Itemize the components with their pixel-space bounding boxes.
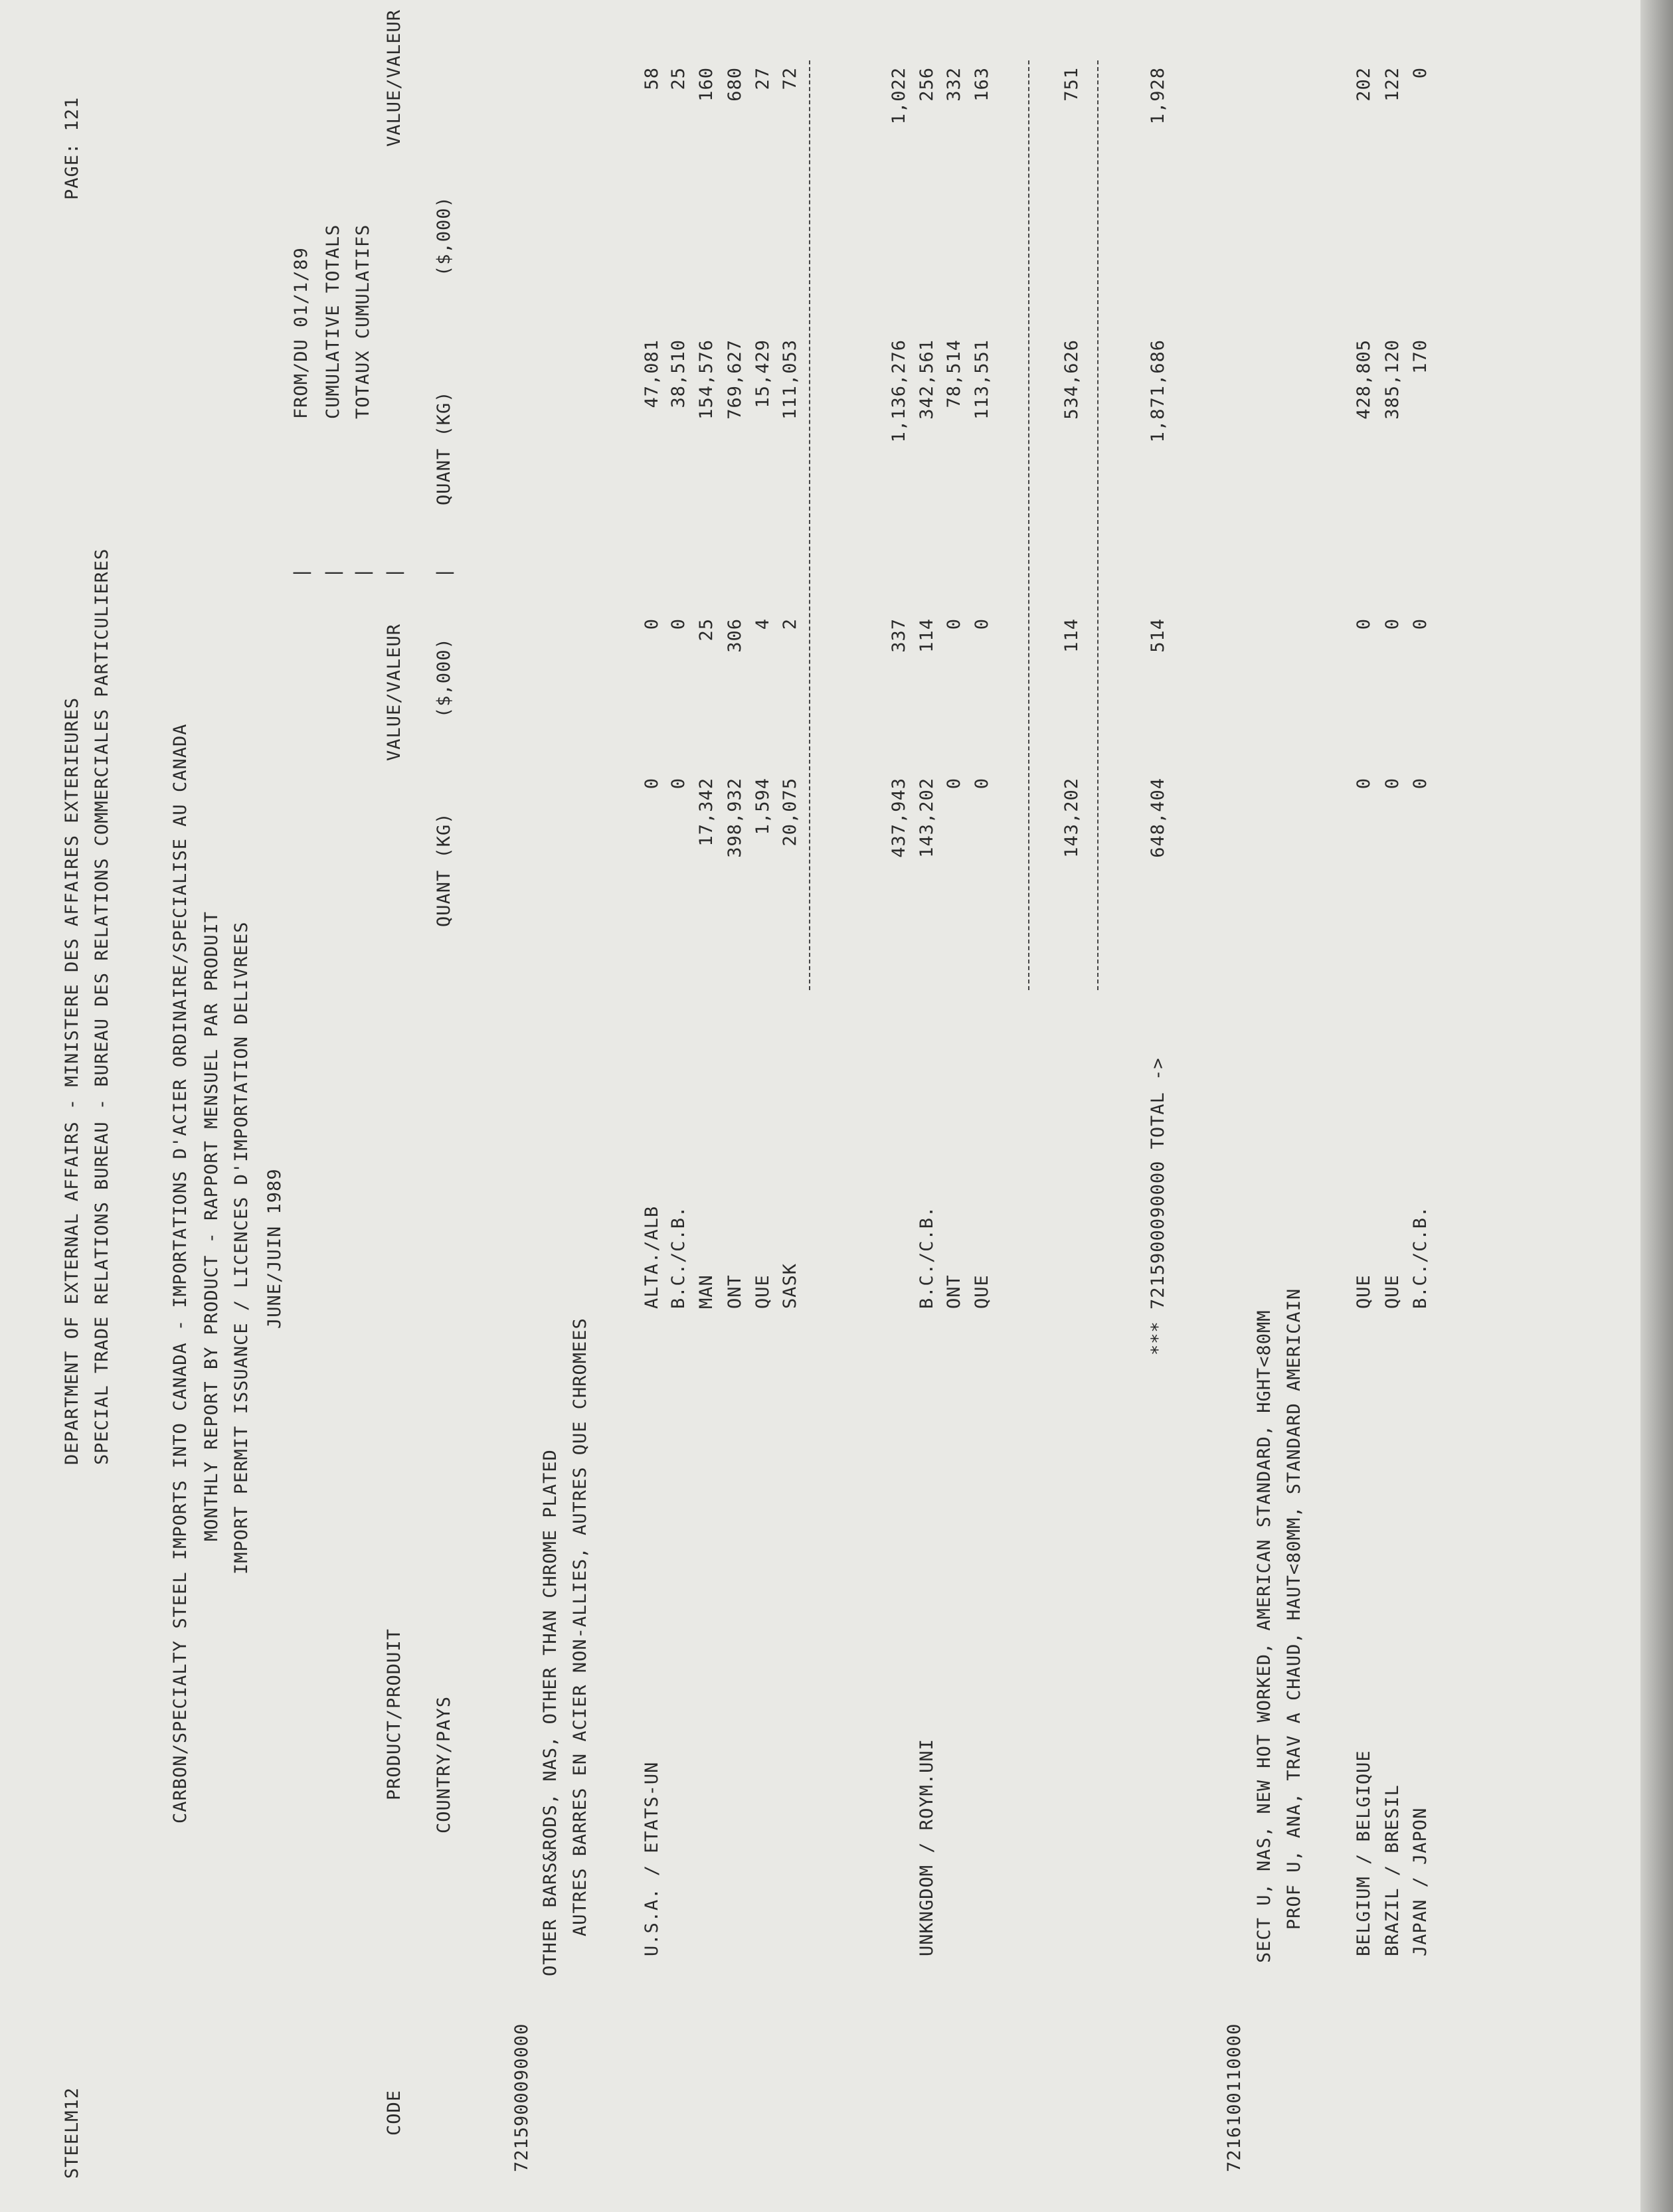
value-header: VALUE/VALEUR xyxy=(384,623,404,761)
department-line-2: SPECIAL TRADE RELATIONS BUREAU - BUREAU DES RELATIONS COMMERCIALES PARTICULIERES xyxy=(92,548,112,1465)
subtotal-cum-quant: 534,626 xyxy=(1061,339,1082,420)
value-cell: 0 xyxy=(642,618,662,630)
quant-cell: 143,202 xyxy=(917,778,937,858)
province-cell: QUE xyxy=(972,1274,992,1309)
from-date: FROM/DU 01/1/89 xyxy=(291,247,311,419)
report-title-line-1: CARBON/SPECIALTY STEEL IMPORTS INTO CANADA - IMPORTATIONS D'ACIER ORDINAIRE/SPECIALISE AU CANADA xyxy=(170,723,191,1824)
cum-quant-cell: 769,627 xyxy=(725,339,745,420)
value-cell: 2 xyxy=(780,618,800,630)
quant-cell: 0 xyxy=(944,778,964,790)
quant-cell: 1,594 xyxy=(752,778,773,835)
quant-cell: 20,075 xyxy=(780,778,800,847)
cum-value-cell: 256 xyxy=(917,67,937,102)
cum-quant-cell: 428,805 xyxy=(1354,339,1374,420)
cum-value-cell: 72 xyxy=(780,67,800,90)
country-brazil: BRAZIL / BRESIL xyxy=(1382,1784,1403,1956)
cum-value-cell: 680 xyxy=(725,67,745,102)
value-cell: 0 xyxy=(944,618,964,630)
province-cell: QUE xyxy=(1354,1274,1374,1309)
subtotal-cum-value: 1,022 xyxy=(889,67,909,125)
cum-quant-cell: 38,510 xyxy=(668,339,689,408)
subtotal-cum-value: 751 xyxy=(1061,67,1082,102)
quant-cell: 398,932 xyxy=(725,778,745,858)
value-cell: 4 xyxy=(752,618,773,630)
section-1-desc-fr: AUTRES BARRES EN ACIER NON-ALLIES, AUTRES QUE CHROMEES xyxy=(570,1318,590,1936)
cumulative-totals: CUMULATIVE TOTALS xyxy=(323,224,343,419)
header-bar-2: | xyxy=(323,566,343,578)
report-title-line-3: IMPORT PERMIT ISSUANCE / LICENCES D'IMPORTATION DELIVREES xyxy=(231,921,252,1574)
value-cell: 0 xyxy=(972,618,992,630)
value-cell: 0 xyxy=(1382,618,1403,630)
cum-quant-cell: 385,120 xyxy=(1382,339,1403,420)
total-quant: 648,404 xyxy=(1148,778,1168,858)
quant-header: QUANT (KG) xyxy=(434,812,454,927)
value-cell: 25 xyxy=(696,618,717,641)
header-bar-5: | xyxy=(434,566,454,578)
department-line-1: DEPARTMENT OF EXTERNAL AFFAIRS - MINISTERE DES AFFAIRES EXTERIEURES xyxy=(62,697,82,1465)
province-cell: ONT xyxy=(725,1274,745,1309)
subtotal-quant: 143,202 xyxy=(1061,778,1082,858)
value-cell: 306 xyxy=(725,618,745,653)
section-1-total-label: *** 7215900090000 TOTAL -> xyxy=(1148,1057,1168,1355)
cum-value-cell: 25 xyxy=(668,67,689,90)
page-number: PAGE: 121 xyxy=(62,96,82,200)
country-header: COUNTRY/PAYS xyxy=(434,1695,454,1833)
subtotal-value: 337 xyxy=(889,618,909,653)
cum-value-cell: 332 xyxy=(944,67,964,102)
total-divider xyxy=(1097,60,1099,990)
province-cell: ONT xyxy=(944,1274,964,1309)
country-japan: JAPAN / JAPON xyxy=(1410,1807,1431,1956)
country-uk: UNKNGDOM / ROYM.UNI xyxy=(917,1739,937,1956)
cum-quant-cell: 111,053 xyxy=(780,339,800,420)
subtotal-quant: 437,943 xyxy=(889,778,909,858)
value-units-header: ($,000) xyxy=(434,638,454,718)
quant-cell: 0 xyxy=(1354,778,1374,790)
quant-cell: 0 xyxy=(668,778,689,790)
header-bar-3: | xyxy=(353,566,373,578)
total-cum-value: 1,928 xyxy=(1148,67,1168,125)
province-cell: ALTA./ALB xyxy=(642,1205,662,1309)
cum-quant-cell: 342,561 xyxy=(917,339,937,420)
cum-quant-cell: 15,429 xyxy=(752,339,773,408)
country-usa: U.S.A. / ETATS-UN xyxy=(642,1761,662,1956)
section-2-desc-fr: PROF U, ANA, TRAV A CHAUD, HAUT<80MM, STANDARD AMERICAIN xyxy=(1284,1288,1304,1930)
quant-cell: 0 xyxy=(972,778,992,790)
quant-cell: 0 xyxy=(1382,778,1403,790)
province-cell: B.C./C.B. xyxy=(917,1205,937,1309)
total-cum-quant: 1,871,686 xyxy=(1148,339,1168,443)
country-belgium: BELGIUM / BELGIQUE xyxy=(1354,1750,1374,1956)
cum-quant-header: QUANT (KG) xyxy=(434,390,454,505)
cum-quant-cell: 78,514 xyxy=(944,339,964,408)
report-id: STEELM12 xyxy=(62,2086,82,2179)
province-cell: MAN xyxy=(696,1274,717,1309)
report-title-line-2: MONTHLY REPORT BY PRODUCT - RAPPORT MENSUEL PAR PRODUIT xyxy=(201,910,222,1541)
subtotal-value: 114 xyxy=(1061,618,1082,653)
product-header: PRODUCT/PRODUIT xyxy=(384,1628,404,1800)
cum-value-cell: 0 xyxy=(1410,67,1431,79)
province-cell: QUE xyxy=(752,1274,773,1309)
quant-cell: 17,342 xyxy=(696,778,717,847)
cum-value-cell: 163 xyxy=(972,67,992,102)
code-header: CODE xyxy=(384,2089,404,2136)
province-cell: SASK xyxy=(780,1262,800,1309)
cum-value-units-header: ($,000) xyxy=(434,196,454,276)
value-cell: 0 xyxy=(668,618,689,630)
subtotal-divider xyxy=(809,60,810,990)
cum-quant-cell: 113,551 xyxy=(972,339,992,420)
cum-value-header: VALUE/VALEUR xyxy=(384,9,404,147)
province-cell: B.C./C.B. xyxy=(668,1205,689,1309)
cum-value-cell: 27 xyxy=(752,67,773,90)
section-1-code: 7215900090000 xyxy=(511,2023,532,2172)
totaux-cumulatifs: TOTAUX CUMULATIFS xyxy=(353,224,373,419)
cum-quant-cell: 170 xyxy=(1410,339,1431,374)
cum-value-cell: 58 xyxy=(642,67,662,90)
subtotal-divider xyxy=(1028,60,1029,990)
header-bar-1: | xyxy=(291,566,311,578)
value-cell: 114 xyxy=(917,618,937,653)
cum-quant-cell: 47,081 xyxy=(642,339,662,408)
header-bar-4: | xyxy=(384,566,404,578)
subtotal-cum-quant: 1,136,276 xyxy=(889,339,909,443)
province-cell: QUE xyxy=(1382,1274,1403,1309)
value-cell: 0 xyxy=(1354,618,1374,630)
section-2-code: 7216100110000 xyxy=(1224,2023,1245,2172)
quant-cell: 0 xyxy=(1410,778,1431,790)
value-cell: 0 xyxy=(1410,618,1431,630)
cum-value-cell: 160 xyxy=(696,67,717,102)
section-1-desc-en: OTHER BARS&RODS, NAS, OTHER THAN CHROME PLATED xyxy=(540,1449,561,1976)
total-value: 514 xyxy=(1148,618,1168,653)
province-cell: B.C./C.B. xyxy=(1410,1205,1431,1309)
cum-value-cell: 202 xyxy=(1354,67,1374,102)
section-2-desc-en: SECT U, NAS, NEW HOT WORKED, AMERICAN STANDARD, HGHT<80MM xyxy=(1254,1310,1275,1963)
cum-value-cell: 122 xyxy=(1382,67,1403,102)
cum-quant-cell: 154,576 xyxy=(696,339,717,420)
quant-cell: 0 xyxy=(642,778,662,790)
report-period: JUNE/JUIN 1989 xyxy=(264,1168,285,1329)
